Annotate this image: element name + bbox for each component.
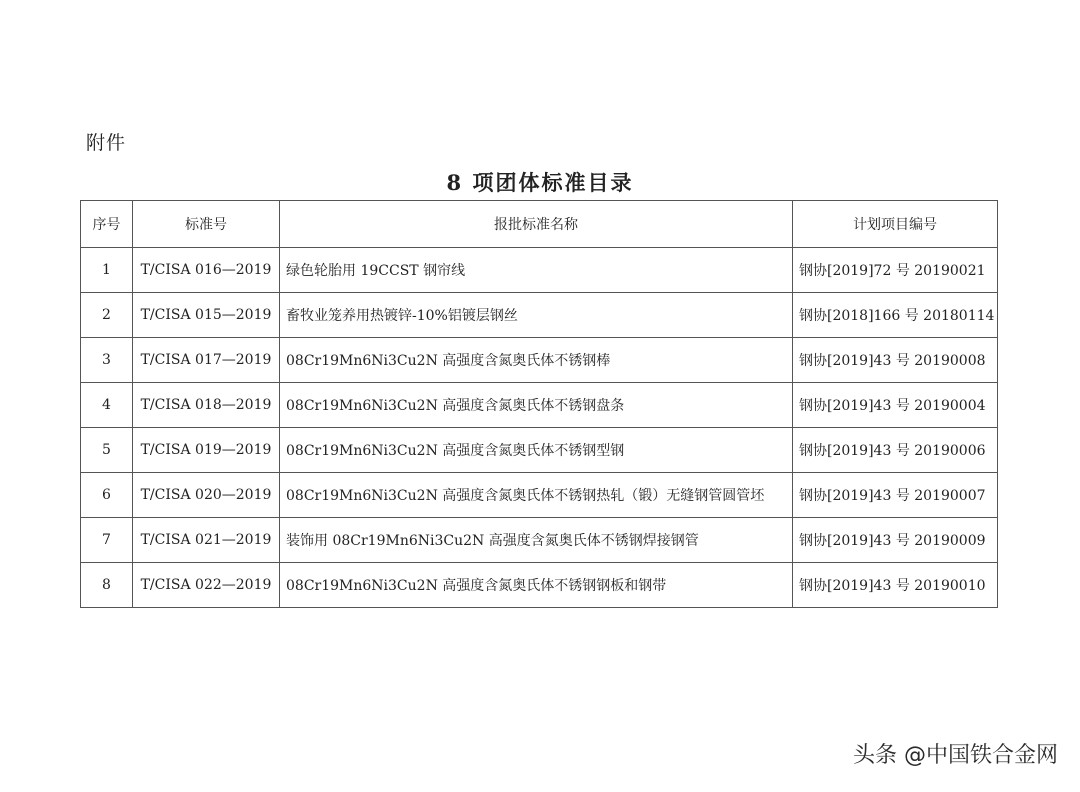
cell-serial: 8 [81, 563, 133, 608]
attachment-label: 附件 [86, 132, 127, 154]
cell-plan-no: 钢协[2019]43 号 20190006 [793, 428, 998, 473]
table-row [81, 563, 998, 608]
table-row [81, 338, 998, 383]
cell-standard-name: 08Cr19Mn6Ni3Cu2N 高强度含氮奥氏体不锈钢钢板和钢带 [280, 563, 793, 608]
cell-serial: 4 [81, 383, 133, 428]
cell-plan-no: 钢协[2018]166 号 20180114 [793, 293, 998, 338]
table-row [81, 293, 998, 338]
table-row [81, 248, 998, 293]
table-row [81, 473, 998, 518]
cell-standard-name: 08Cr19Mn6Ni3Cu2N 高强度含氮奥氏体不锈钢盘条 [280, 383, 793, 428]
cell-standard-name: 08Cr19Mn6Ni3Cu2N 高强度含氮奥氏体不锈钢热轧（锻）无缝钢管圆管坯 [280, 473, 793, 518]
cell-standard-no: T/CISA 020—2019 [133, 473, 280, 518]
table-row [81, 518, 998, 563]
cell-serial: 3 [81, 338, 133, 383]
document-title: 8 项团体标准目录 [446, 170, 634, 195]
cell-standard-no: T/CISA 015—2019 [133, 293, 280, 338]
table-header-row [81, 201, 998, 248]
header-serial: 序号 [81, 201, 133, 248]
header-standard-name: 报批标准名称 [280, 201, 793, 248]
header-plan-no: 计划项目编号 [793, 201, 998, 248]
cell-standard-name: 08Cr19Mn6Ni3Cu2N 高强度含氮奥氏体不锈钢棒 [280, 338, 793, 383]
cell-serial: 1 [81, 248, 133, 293]
cell-standard-no: T/CISA 019—2019 [133, 428, 280, 473]
cell-standard-no: T/CISA 022—2019 [133, 563, 280, 608]
cell-standard-no: T/CISA 017—2019 [133, 338, 280, 383]
cell-standard-name: 绿色轮胎用 19CCST 钢帘线 [280, 248, 793, 293]
cell-plan-no: 钢协[2019]72 号 20190021 [793, 248, 998, 293]
cell-plan-no: 钢协[2019]43 号 20190009 [793, 518, 998, 563]
cell-standard-no: T/CISA 021—2019 [133, 518, 280, 563]
cell-serial: 7 [81, 518, 133, 563]
cell-serial: 2 [81, 293, 133, 338]
cell-standard-name: 08Cr19Mn6Ni3Cu2N 高强度含氮奥氏体不锈钢型钢 [280, 428, 793, 473]
cell-plan-no: 钢协[2019]43 号 20190008 [793, 338, 998, 383]
cell-serial: 5 [81, 428, 133, 473]
cell-standard-name: 畜牧业笼养用热镀锌-10%铝镀层钢丝 [280, 293, 793, 338]
standards-table [80, 200, 998, 608]
cell-plan-no: 钢协[2019]43 号 20190007 [793, 473, 998, 518]
cell-serial: 6 [81, 473, 133, 518]
table-row [81, 383, 998, 428]
header-standard-no: 标准号 [133, 201, 280, 248]
cell-standard-no: T/CISA 018—2019 [133, 383, 280, 428]
cell-plan-no: 钢协[2019]43 号 20190010 [793, 563, 998, 608]
cell-standard-name: 装饰用 08Cr19Mn6Ni3Cu2N 高强度含氮奥氏体不锈钢焊接钢管 [280, 518, 793, 563]
cell-plan-no: 钢协[2019]43 号 20190004 [793, 383, 998, 428]
watermark: 头条 @中国铁合金网 [853, 743, 1058, 768]
table-row [81, 428, 998, 473]
cell-standard-no: T/CISA 016—2019 [133, 248, 280, 293]
